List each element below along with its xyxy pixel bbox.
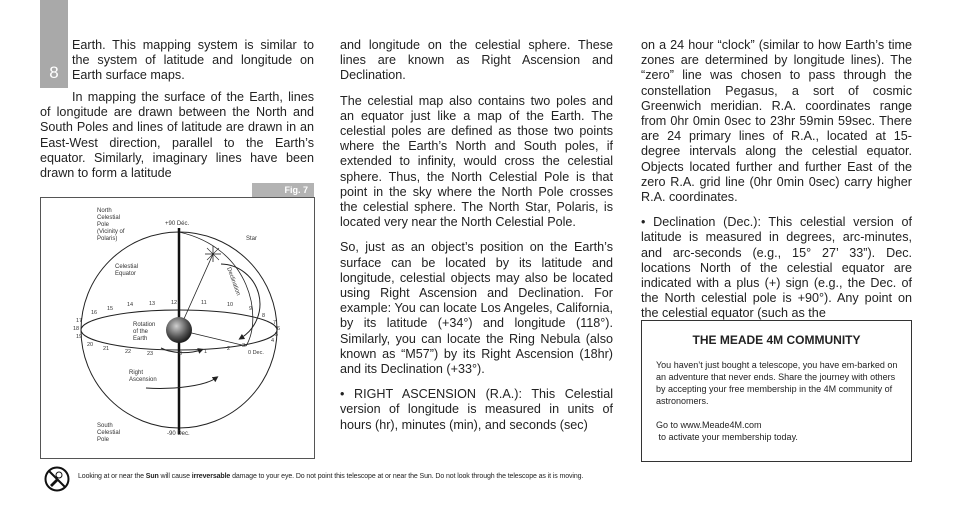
- hour-label: 7: [273, 320, 277, 326]
- paragraph: and longitude on the celestial sphere. These lines are known as Right Ascension and Declination.: [340, 38, 613, 83]
- declination-label: Declination: [225, 266, 241, 297]
- warning-irreversable: irreversable: [191, 473, 231, 480]
- hour-label: 14: [127, 302, 134, 308]
- warning-sun: Sun: [145, 473, 159, 480]
- community-text-3: to activate your membership today.: [656, 432, 798, 442]
- hour-label: 4: [271, 338, 275, 344]
- warning-text-part: damage to your eye. Do not point this telescope at or near the Sun. Do not look through the telescope as it is moving.: [230, 473, 584, 480]
- rotation-label-1: Rotation: [133, 322, 156, 328]
- hour-label: 10: [227, 302, 234, 308]
- plus90-label: +90 Déc.: [165, 221, 190, 227]
- hour-label: 1: [204, 349, 208, 355]
- paragraph: The celestial map also contains two poles and an equator just like a map of the Earth. The celestial poles are defined as those two points where the Earth’s North and South poles, if extended to infinity, would cross the celestial sphere. Thus, the North Celestial Pole is that point in the sky where the North Pole crosses the celestial sphere. The North Star, Polaris, is located very near the North Celestial Pole.: [340, 93, 613, 230]
- warning-text-part: Looking at or near the: [78, 473, 146, 480]
- paragraph: on a 24 hour “clock” (similar to how Earth’s time zones are determined by longitude lines). The “zero” line was chosen to pass through the constellation Pegasus, a sort of cosmic Greenwich meridian. R.A. coordinates range from 0hr 0min 0sec to 23hr 59min 59sec. There are 24 primary lines of R.A., located at 15-degree intervals along the celestial equator. Objects located further and further East of the zero R.A. grid line (0hr 0min 0sec) carry higher R.A. coordinates.: [641, 38, 912, 205]
- hour-label: 15: [107, 306, 114, 312]
- right-ascension-label-1: Right: [129, 370, 144, 376]
- star-label: Star: [246, 236, 258, 242]
- hour-label: 22: [125, 349, 132, 355]
- column-1: [40, 90, 314, 181]
- community-text: [656, 359, 906, 443]
- community-title: THE MEADE 4M COMMUNITY: [692, 333, 861, 347]
- community-box: [641, 320, 912, 462]
- paragraph: • RIGHT ASCENSION (R.A.): This Celestial version of longitude is measured in units of hours (hr), minutes (min), and seconds (sec): [340, 387, 613, 432]
- hour-label: 5: [275, 332, 279, 338]
- rotation-label-2: of the: [133, 329, 149, 335]
- community-text-1: You haven’t just bought a telescope, you have em-barked on an adventure that never ends. Share the journey with others by accepting your free membership in the 4M community of astronomers.: [656, 360, 898, 406]
- paragraph: • Declination (Dec.): This celestial version of latitude is measured in degrees, arc-minutes, and arc-seconds (e.g., 15° 27’ 33”). Dec. locations North of the celestial equator are indicated with a plus (+) sign (e.g., the Dec. of the North celestial pole is +90°). Any point on the celestial equator (such as the: [641, 215, 912, 321]
- hour-label: 17: [76, 318, 83, 324]
- south-pole-label-2: Celestial: [97, 430, 121, 436]
- hour-label: 3: [242, 343, 246, 349]
- right-ascension-label-2: Ascension: [129, 377, 157, 383]
- no-sun-warning-icon: [44, 466, 70, 492]
- celestial-equator-label-2: Equator: [115, 271, 137, 277]
- paragraph: Earth. This mapping system is similar to the system of latitude and longitude on Earth surface maps.: [72, 38, 314, 83]
- minus90-label: -90 Dec.: [167, 431, 190, 437]
- celestial-sphere-diagram: [41, 198, 314, 458]
- hour-label: 13: [149, 301, 156, 307]
- figure-tag: Fig. 7: [252, 183, 314, 197]
- hour-label: 0: [179, 351, 183, 357]
- hour-label: 8: [262, 313, 266, 319]
- south-pole-label-1: South: [97, 423, 113, 429]
- warning-text: [78, 473, 583, 480]
- paragraph: In mapping the surface of the Earth, lines of longitude are drawn between the North and South Poles and lines of latitude are drawn in an East-West direction, parallel to the Earth’s equator. Similarly, imaginary lines have been drawn to form a latitude: [40, 90, 314, 181]
- north-pole-label-1: North: [97, 208, 112, 214]
- hour-label: 6: [277, 326, 281, 332]
- rotation-label-3: Earth: [133, 336, 148, 342]
- column-1-top: [72, 38, 314, 84]
- north-pole-label-2: Celestial: [97, 215, 121, 221]
- hour-label: 23: [147, 351, 154, 357]
- hour-label: 19: [76, 334, 83, 340]
- community-link-text[interactable]: Go to www.Meade4M.com: [656, 420, 762, 430]
- zero-dec-label: 0 Dec.: [248, 350, 264, 356]
- hour-label: 12: [171, 300, 178, 306]
- hour-label: 9: [249, 306, 253, 312]
- celestial-equator-label-1: Celestial: [115, 264, 139, 270]
- hour-label: 20: [87, 342, 94, 348]
- sun-warning: [42, 464, 942, 494]
- south-pole-label-3: Pole: [97, 437, 110, 443]
- north-pole-label-4: (Vicinity of: [97, 229, 125, 235]
- hour-label: 11: [201, 300, 207, 306]
- hour-label: 21: [103, 346, 110, 352]
- paragraph: So, just as an object’s position on the Earth’s surface can be located by its latitude and longitude, celestial objects may also be located using Right Ascension and Declination. For example: You can locate Los Angeles, California, by its latitude (+34°) and longitude (118°). Similarly, you can locate the Ring Nebula (also known as “M57”) by its Right Ascension (18hr) and its Declination (+33°).: [340, 240, 613, 377]
- celestial-sphere-figure: [40, 197, 315, 459]
- star-icon: [205, 246, 221, 262]
- declination-arrow: [221, 264, 260, 338]
- page-number: 8: [49, 63, 59, 82]
- north-pole-label-3: Pole: [97, 222, 110, 228]
- north-pole-label-5: Polaris): [97, 236, 118, 242]
- column-3: [641, 38, 912, 322]
- warning-text-part: will cause: [158, 473, 192, 480]
- earth-icon: [166, 317, 192, 343]
- hour-label: 16: [91, 310, 98, 316]
- column-2: [340, 38, 613, 433]
- hour-label: 18: [73, 326, 80, 332]
- hour-label: 2: [227, 346, 231, 352]
